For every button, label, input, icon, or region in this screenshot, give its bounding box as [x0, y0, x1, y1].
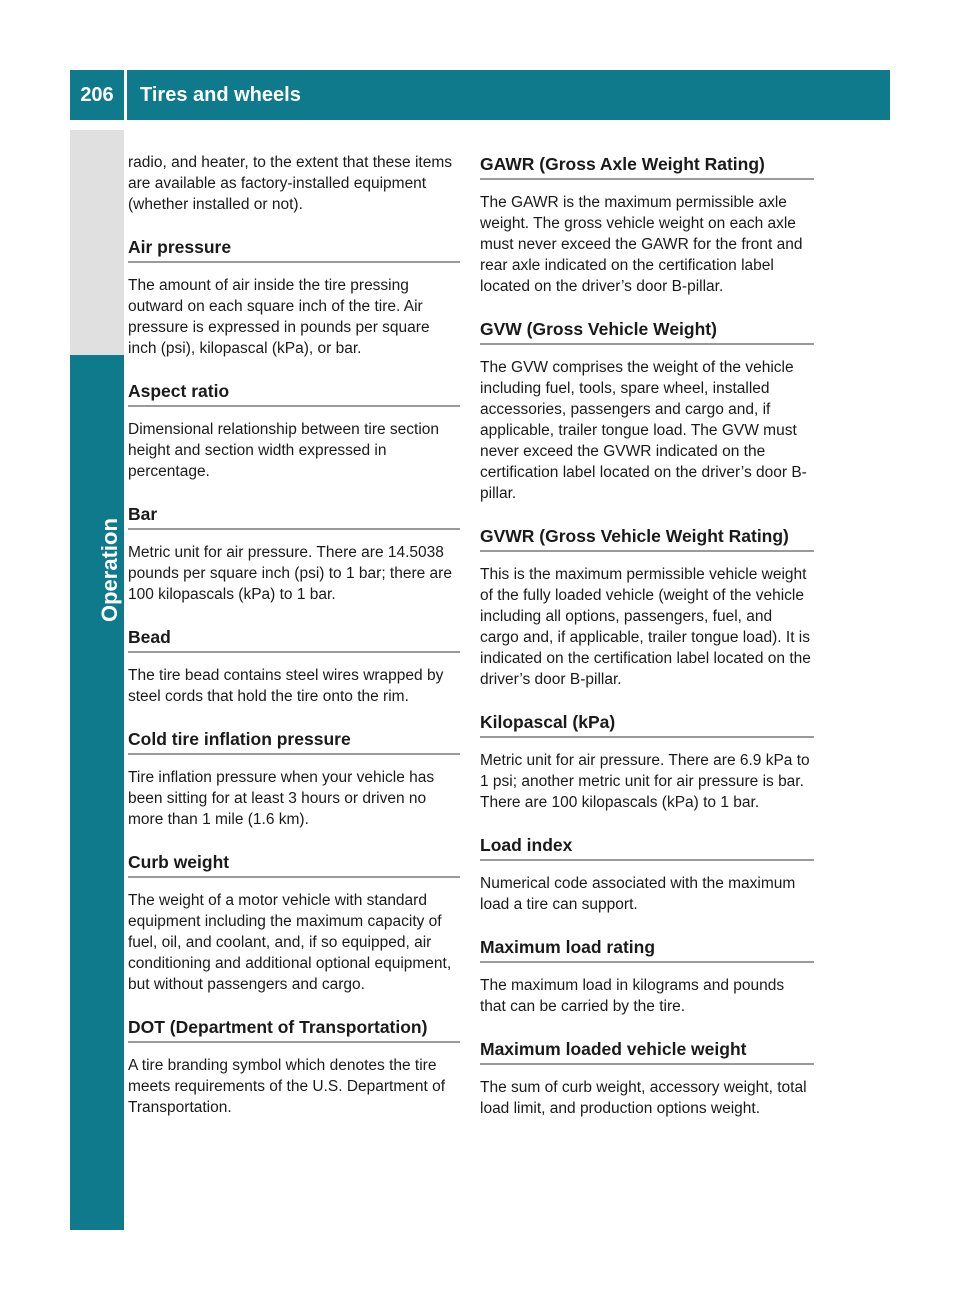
entry-definition: The sum of curb weight, accessory weight, total load limit, and production options weight. — [480, 1079, 807, 1117]
entry-term: Aspect ratio — [128, 379, 460, 407]
entry-term: Cold tire inflation pressure — [128, 727, 460, 755]
glossary-entry — [480, 833, 814, 915]
entry-definition: The maximum load in kilograms and pounds that can be carried by the tire. — [480, 977, 785, 1015]
glossary-entry — [128, 1015, 460, 1118]
page-number: 206 — [80, 83, 114, 106]
glossary-entry — [480, 935, 814, 1017]
left-column — [128, 152, 460, 1138]
lead-paragraph: radio, and heater, to the extent that these items are available as factory-installed equipment (whether installed or not). — [128, 154, 452, 213]
entry-definition: Metric unit for air pressure. There are 6.9 kPa to 1 psi; another metric unit for air pressure is bar. There are 100 kilopascals (kPa) to 1 bar. — [480, 752, 810, 811]
glossary-entry — [480, 710, 814, 813]
entry-definition: The GVW comprises the weight of the vehicle including fuel, tools, spare wheel, installed accessories, passengers and cargo and, if applicable, trailer tongue load. The GVW must never exceed the GVWR indicated on the certification label located on the driver’s door B-pillar. — [480, 359, 807, 502]
header-divider — [124, 70, 127, 120]
glossary-entry — [128, 235, 460, 359]
entry-definition: Numerical code associated with the maximum load a tire can support. — [480, 875, 796, 913]
entry-term: Air pressure — [128, 235, 460, 263]
glossary-entry — [128, 625, 460, 707]
entry-term: Bead — [128, 625, 460, 653]
side-tab-label-wrap — [75, 350, 122, 622]
glossary-entry — [128, 502, 460, 605]
glossary-entry — [128, 850, 460, 995]
glossary-entry — [480, 152, 814, 297]
glossary-entry — [128, 727, 460, 830]
entry-definition: The weight of a motor vehicle with standard equipment including the maximum capacity of fuel, oil, and coolant, and, if so equipped, air conditioning and additional optional equipment, but without passengers and cargo. — [128, 892, 452, 993]
entry-definition: Tire inflation pressure when your vehicle has been sitting for at least 3 hours or driven no more than 1 mile (1.6 km). — [128, 769, 435, 828]
glossary-entry — [480, 317, 814, 504]
entry-definition: Metric unit for air pressure. There are 14.5038 pounds per square inch (psi) to 1 bar; there are 100 kilopascals (kPa) to 1 bar. — [128, 544, 452, 603]
entry-term: Kilopascal (kPa) — [480, 710, 814, 738]
entry-term: GAWR (Gross Axle Weight Rating) — [480, 152, 814, 180]
right-column — [480, 152, 814, 1139]
glossary-entry — [480, 524, 814, 690]
entry-term: Bar — [128, 502, 460, 530]
entry-definition: A tire branding symbol which denotes the tire meets requirements of the U.S. Department of Transportation. — [128, 1057, 446, 1116]
entry-definition: Dimensional relationship between tire section height and section width expressed in percentage. — [128, 421, 440, 480]
entry-definition: The tire bead contains steel wires wrapped by steel cords that hold the tire onto the rim. — [128, 667, 444, 705]
entry-term: Curb weight — [128, 850, 460, 878]
entry-term: Load index — [480, 833, 814, 861]
entry-term: Maximum load rating — [480, 935, 814, 963]
entry-term: GVW (Gross Vehicle Weight) — [480, 317, 814, 345]
glossary-entry — [480, 1037, 814, 1119]
side-tab — [70, 130, 124, 1230]
entry-term: Maximum loaded vehicle weight — [480, 1037, 814, 1065]
entry-definition: This is the maximum permissible vehicle weight of the fully loaded vehicle (weight of the vehicle including all options, passengers, fuel, and cargo and, if applicable, trailer tongue load). It is indicated on the certification label located on the driver’s door B-pillar. — [480, 566, 811, 688]
side-tab-block — [70, 130, 124, 355]
entry-term: DOT (Department of Transportation) — [128, 1015, 460, 1043]
section-title: Tires and wheels — [140, 83, 301, 106]
entry-definition: The amount of air inside the tire pressing outward on each square inch of the tire. Air pressure is expressed in pounds per square inch (psi), kilopascal (kPa), or bar. — [128, 277, 430, 357]
entry-definition: The GAWR is the maximum permissible axle weight. The gross vehicle weight on each axle must never exceed the GAWR for the front and rear axle indicated on the certification label located on the driver’s door B-pillar. — [480, 194, 803, 295]
glossary-entry — [128, 379, 460, 482]
entry-term: GVWR (Gross Vehicle Weight Rating) — [480, 524, 814, 552]
side-tab-label: Operation — [97, 518, 122, 622]
